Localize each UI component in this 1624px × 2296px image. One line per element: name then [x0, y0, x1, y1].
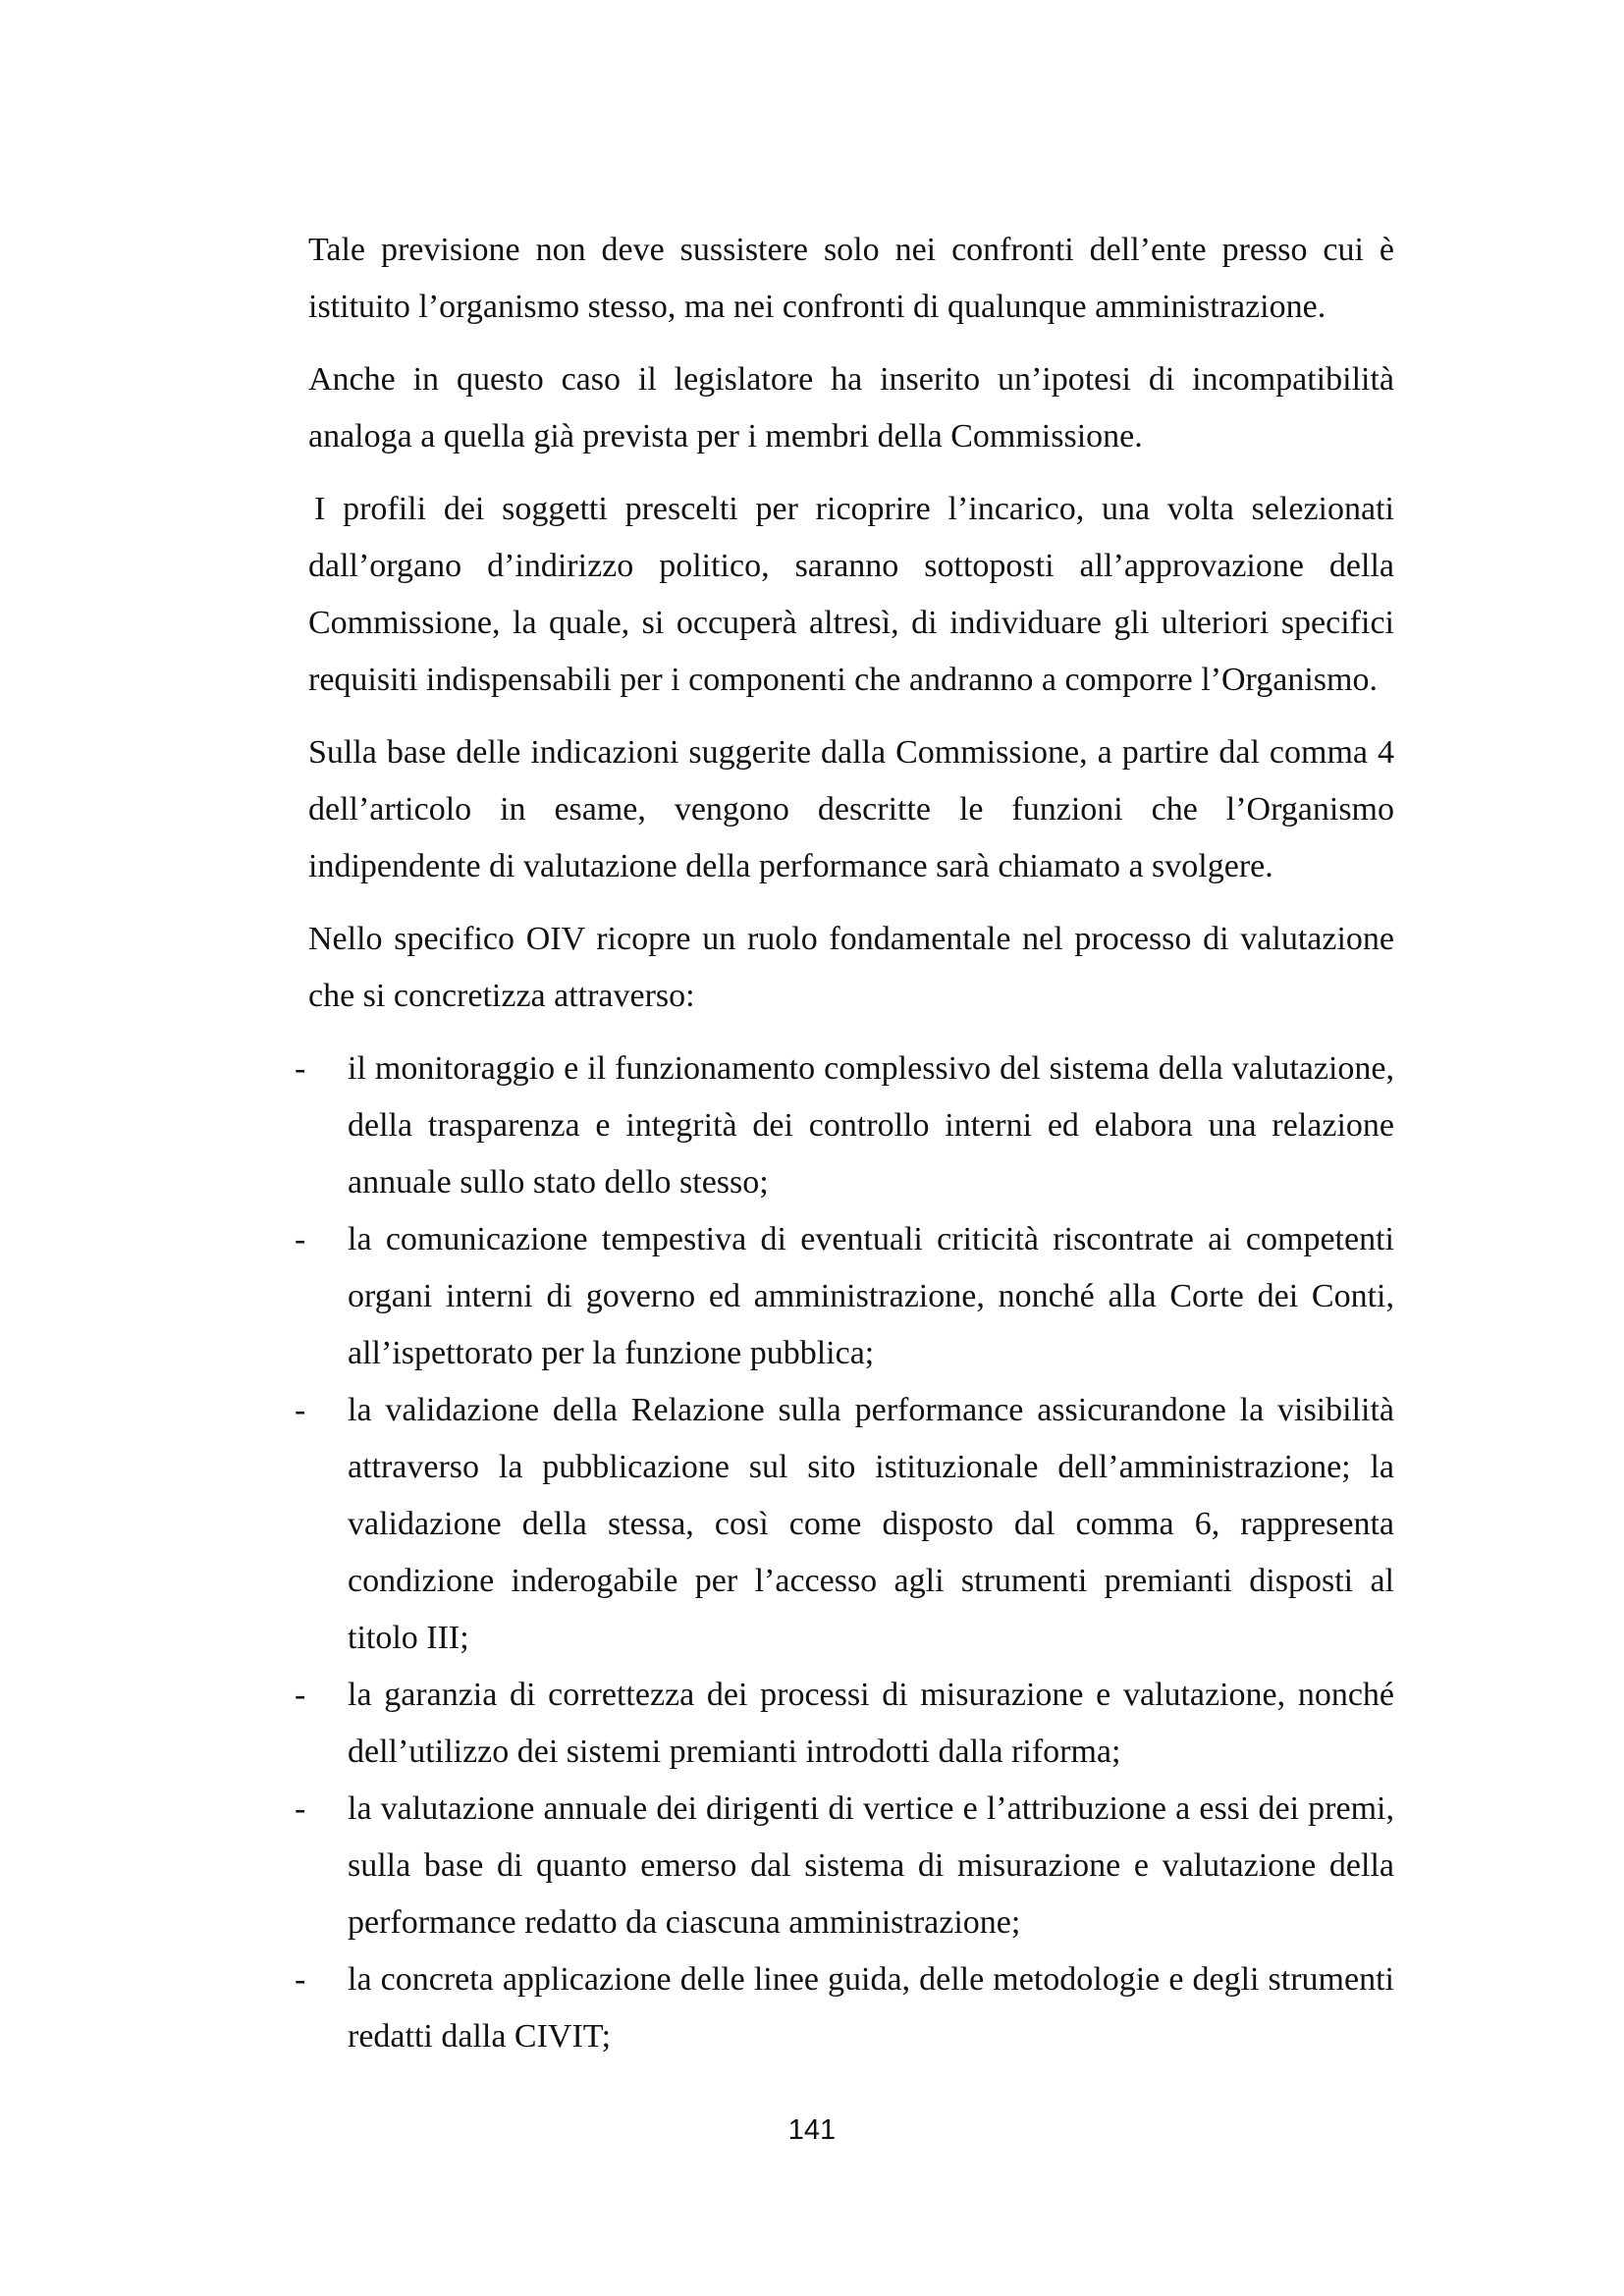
- list-item: [295, 1382, 1394, 1667]
- list-item-text: la garanzia di correttezza dei processi di misurazione e valutazione, nonché dell’utilizzo dei sistemi premianti introdotti dalla riforma;: [348, 1677, 1394, 1770]
- list-item: [295, 1211, 1394, 1382]
- list-item-text: la concreta applicazione delle linee guida, delle metodologie e degli strumenti redatti dalla CIVIT;: [348, 1961, 1394, 2055]
- list-item: [295, 1667, 1394, 1781]
- paragraph-3: I profili dei soggetti prescelti per ricoprire l’incarico, una volta selezionati dall’organo d’indirizzo politico, saranno sottoposti all’approvazione della Commissione, la quale, si occuperà altresì, di individuare gli ulteriori specifici requisiti indispensabili per i componenti che andranno a comporre l’Organismo.: [308, 491, 1394, 698]
- bullet-dash-icon: -: [295, 1677, 306, 1713]
- list-item: [295, 1951, 1394, 2065]
- list-item-text: la validazione della Relazione sulla performance assicurandone la visibilità attraverso la pubblicazione sul sito istituzionale dell’amministrazione; la validazione della stessa, così come disposto dal comma 6, rappresenta condizione inderogabile per l’accesso agli strumenti premianti disposti al titolo III;: [348, 1392, 1394, 1656]
- page-number: 141: [787, 2114, 837, 2146]
- list-item: [295, 1041, 1394, 1211]
- paragraph-2: Anche in questo caso il legislatore ha inserito un’ipotesi di incompatibilità analoga a quella già prevista per i membri della Commissione.: [308, 361, 1394, 454]
- paragraph-1: Tale previsione non deve sussistere solo nei confronti dell’ente presso cui è istituito l’organismo stesso, ma nei confronti di qualunque amministrazione.: [308, 232, 1394, 325]
- list-item-text: la comunicazione tempestiva di eventuali criticità riscontrate ai competenti organi interni di governo ed amministrazione, nonché alla Corte dei Conti, all’ispettorato per la funzione pubblica;: [348, 1221, 1394, 1371]
- bullet-dash-icon: -: [295, 1961, 306, 1998]
- paragraph-5: Nello specifico OIV ricopre un ruolo fondamentale nel processo di valutazione che si concretizza attraverso:: [308, 921, 1394, 1014]
- bullet-dash-icon: -: [295, 1392, 306, 1428]
- functions-list: [295, 1041, 1394, 2065]
- list-item-text: il monitoraggio e il funzionamento complessivo del sistema della valutazione, della trasparenza e integrità dei controllo interni ed elabora una relazione annuale sullo stato dello stesso;: [348, 1050, 1394, 1201]
- list-item: [295, 1781, 1394, 1951]
- bullet-dash-icon: -: [295, 1790, 306, 1827]
- bullet-dash-icon: -: [295, 1221, 306, 1257]
- bullet-dash-icon: -: [295, 1050, 306, 1087]
- page-body: [295, 222, 1394, 2065]
- paragraph-4: Sulla base delle indicazioni suggerite dalla Commissione, a partire dal comma 4 dell’articolo in esame, vengono descritte le funzioni che l’Organismo indipendente di valutazione della performance sarà chiamato a svolgere.: [308, 734, 1394, 884]
- list-item-text: la valutazione annuale dei dirigenti di vertice e l’attribuzione a essi dei premi, sulla base di quanto emerso dal sistema di misurazione e valutazione della performance redatto da ciascuna amministrazione;: [348, 1790, 1394, 1941]
